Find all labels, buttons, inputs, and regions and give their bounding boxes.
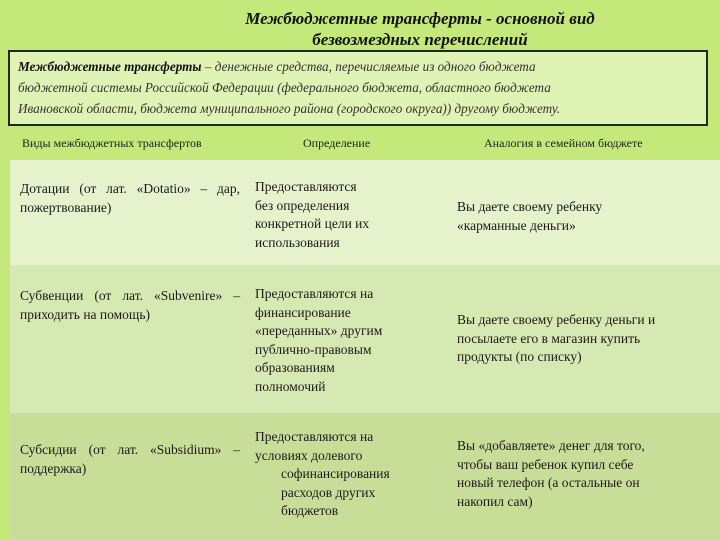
type-cell: Дотации (от лат. «Dotatio» – дар, пожертвование)	[20, 181, 240, 215]
definition-box	[8, 50, 708, 126]
type-cell: Субсидии (от лат. «Subsidium» – поддержка)	[20, 442, 240, 476]
analogy-cell: Вы «добавляете» денег для того, чтобы ваш ребенок купил себе новый телефон (а остальные он накопил сам)	[457, 438, 645, 509]
analogy-cell: Вы даете своему ребенку деньги и посылаете его в магазин купить продукты (по списку)	[457, 312, 656, 364]
definition-term: Межбюджетные трансферты	[18, 59, 202, 74]
title-line-2: безвозмездных перечислений	[312, 30, 528, 49]
definition-cell: Предоставляются на условиях долевого софинансирования расходов других бюджетов	[255, 429, 390, 518]
definition-cell: Предоставляются без определения конкретной цели их использования	[255, 179, 370, 250]
definition-text-3: Ивановской области, бюджета муниципального района (городского округа)) другому бюджету.	[18, 101, 561, 116]
type-cell: Субвенции (от лат. «Subvenire» – приходить на помощь)	[20, 288, 240, 322]
definition-text-1: – денежные средства, перечисляемые из одного бюджета	[201, 59, 536, 74]
table-row-subventions	[10, 265, 720, 413]
title-line-1: Межбюджетные трансферты - основной вид	[245, 9, 595, 28]
table-row-subsidies	[10, 413, 720, 540]
definition-cell: Предоставляются на финансирование «переданных» другим публично-правовым образованиям полномочий	[255, 286, 383, 394]
header-definition: Определение	[303, 136, 371, 150]
transfers-table	[10, 160, 720, 540]
header-analogy: Аналогия в семейном бюджете	[484, 136, 643, 150]
definition-text-2: бюджетной системы Российской Федерации (федерального бюджета, областного бюджета	[18, 80, 551, 95]
table-row-grants	[10, 160, 720, 265]
analogy-cell: Вы даете своему ребенку «карманные деньги»	[457, 199, 603, 233]
header-types: Виды межбюджетных трансфертов	[22, 136, 202, 150]
page-title	[200, 8, 640, 50]
